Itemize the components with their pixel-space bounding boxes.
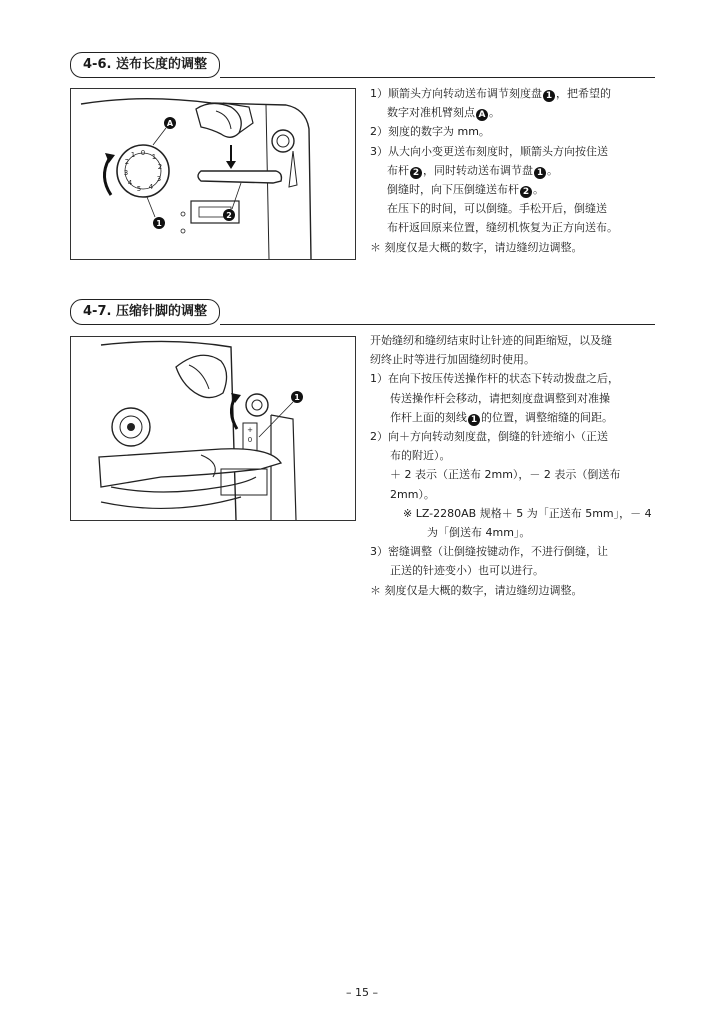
dial-number: 0 [140, 149, 146, 157]
text-line: 开始缝纫和缝纫结束时让针迹的间距缩短，以及缝 [370, 334, 612, 347]
page-number: – 15 – [346, 986, 378, 999]
figure-condensed-stitch [70, 336, 356, 521]
text-line: 正送的针迹变小）也可以进行。 [390, 564, 544, 578]
ref-badge-icon: 2 [520, 186, 532, 198]
stitch-length-illustration [71, 89, 355, 259]
text-line: 3）密缝调整（让倒缝按键动作，不进行倒缝，让 [370, 545, 608, 559]
dial-number: 4 [148, 183, 154, 191]
svg-text:1: 1 [156, 219, 162, 228]
section-title: 4-7. 压缩针脚的调整 [70, 299, 220, 325]
dial-number: 3 [156, 175, 162, 183]
text-line: 2）刻度的数字为 mm。 [370, 125, 490, 139]
text-line: ※ LZ-2280AB 规格＋ 5 为「正送布 5mm」，－ 4 [403, 506, 652, 520]
dial-number: 2 [157, 163, 163, 171]
text-line: ＋ 2 表示（正送布 2mm），－ 2 表示（倒送布 [390, 468, 621, 482]
text-line: 1）顺箭头方向转动送布调节刻度盘 1 ，把希望的 [370, 87, 611, 101]
ref-badge-icon: 2 [410, 167, 422, 179]
text-line: 倒缝时，向下压倒缝送布杆 2 。 [387, 183, 544, 198]
text-line: 布的附近）。 [390, 449, 451, 463]
text-line: 数字对准机臂刻点 A 。 [387, 106, 500, 121]
ref-badge-icon: 1 [534, 167, 546, 179]
svg-text:A: A [166, 119, 174, 128]
section-title: 4-6. 送布长度的调整 [70, 52, 220, 78]
text-line: 1）在向下按压传送操作杆的状态下转动拨盘之后， [370, 372, 619, 386]
text-line: 作杆上面的刻线 1 的位置，调整缩缝的间距。 [390, 410, 613, 425]
text-line: 布杆返回原来位置，缝纫机恢复为正方向送布。 [387, 221, 618, 235]
text-line: 为「倒送布 4mm」。 [427, 526, 531, 540]
scale-mark: 0 [247, 436, 253, 444]
dial-number: 4 [127, 179, 133, 187]
section-header-4-7 [70, 299, 655, 329]
section-header-4-6 [70, 52, 655, 82]
dial-number: 3 [123, 169, 129, 177]
text-line: ＊ 刻度仅是大概的数字，请边缝纫边调整。 [370, 583, 583, 597]
svg-text:2: 2 [226, 211, 232, 220]
scale-mark: + [247, 426, 253, 434]
section-divider [220, 77, 655, 78]
text-line: 3）从大向小变更送布刻度时，顺箭头方向按住送 [370, 144, 608, 158]
section-4-6-text [370, 84, 660, 257]
dial-number: 1 [151, 153, 157, 161]
lever-hand-graphic [99, 449, 281, 487]
text-line: ＊ 刻度仅是大概的数字，请边缝纫边调整。 [370, 240, 583, 254]
dial-number: 2 [124, 158, 130, 166]
figure-stitch-length-dial [70, 88, 356, 260]
section-divider [220, 324, 655, 325]
text-line: 纫终止时等进行加固缝纫时使用。 [370, 353, 535, 367]
dial-number: 5 [136, 185, 142, 193]
section-4-7-text [370, 331, 660, 600]
ref-badge-icon: A [476, 109, 488, 121]
condensed-stitch-illustration [71, 337, 355, 520]
text-line: 在压下的时间，可以倒缝。手松开后，倒缝送 [387, 202, 607, 216]
text-line: 布杆 2 ，同时转动送布调节盘 1 。 [387, 163, 558, 178]
ref-badge-icon: 1 [468, 414, 480, 426]
text-line: 2）向＋方向转动刻度盘，倒缝的针迹缩小（正送 [370, 430, 608, 444]
text-line: 传送操作杆会移动，请把刻度盘调整到对准操 [390, 391, 610, 405]
condensed-dial-graphic [246, 394, 268, 416]
svg-text:1: 1 [294, 393, 300, 402]
text-line: 2mm）。 [390, 487, 435, 501]
feed-lever-graphic [198, 171, 281, 183]
ref-badge-icon: 1 [543, 90, 555, 102]
dial-number: 1 [130, 151, 136, 159]
